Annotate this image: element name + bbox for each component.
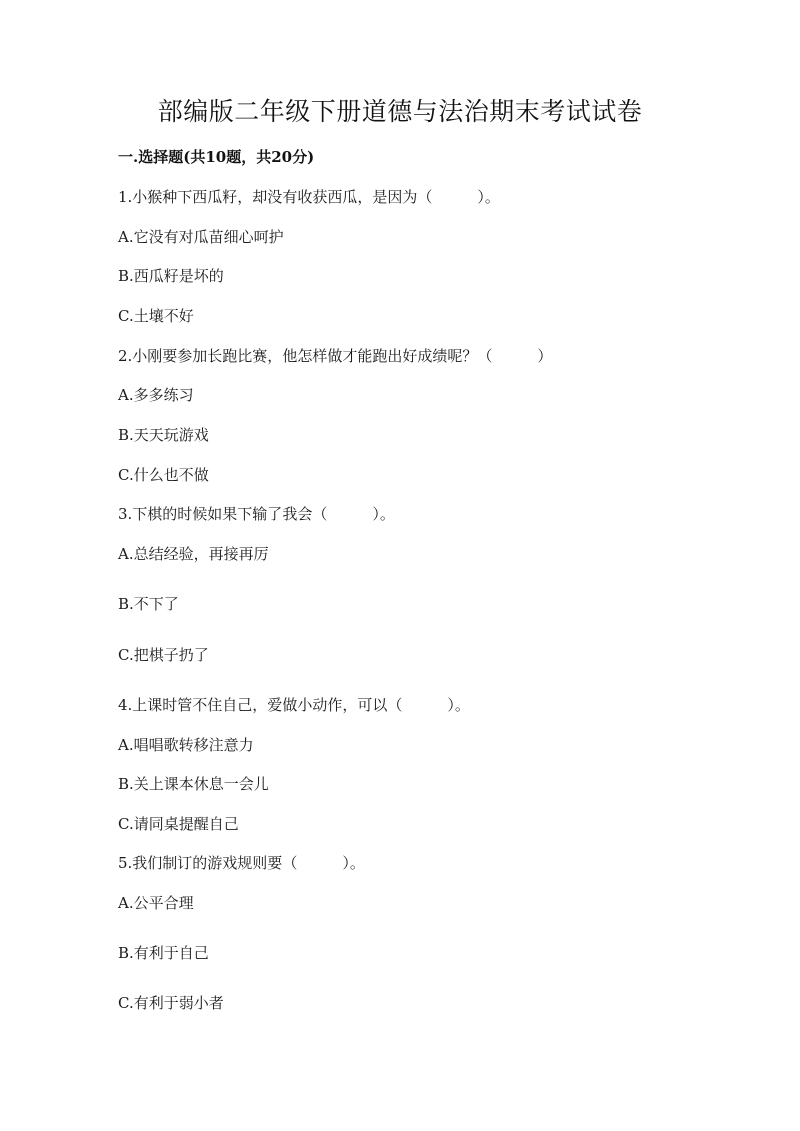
question-3-option-c: C.把棋子扔了 [118, 646, 209, 664]
question-4-option-a: A.唱唱歌转移注意力 [118, 736, 254, 754]
question-3-option-a: A.总结经验，再接再厉 [118, 545, 269, 563]
question-4-option-c: C.请同桌提醒自己 [118, 815, 239, 833]
question-1-option-c: C.土壤不好 [118, 307, 194, 325]
question-4-option-b: B.关上课本休息一会儿 [118, 775, 269, 793]
question-1-stem: 1.小猴种下西瓜籽，却没有收获西瓜，是因为（ ）。 [118, 188, 500, 206]
question-2-option-b: B.天天玩游戏 [118, 426, 209, 444]
question-3-option-b: B.不下了 [118, 595, 179, 613]
question-4-stem: 4.上课时管不住自己，爱做小动作，可以（ ）。 [118, 696, 470, 714]
question-1-option-a: A.它没有对瓜苗细心呵护 [118, 228, 284, 246]
exam-title: 部编版二年级下册道德与法治期末考试试卷 [157, 97, 643, 126]
question-5-stem: 5.我们制订的游戏规则要（ ）。 [118, 854, 365, 872]
section-heading: 一.选择题(共10题，共20分) [118, 148, 315, 166]
question-5-option-c: C.有利于弱小者 [118, 994, 224, 1012]
question-1-option-b: B.西瓜籽是坏的 [118, 267, 224, 285]
question-3-stem: 3.下棋的时候如果下输了我会（ ）。 [118, 505, 395, 523]
question-5-option-b: B.有利于自己 [118, 944, 209, 962]
question-2-option-c: C.什么也不做 [118, 466, 209, 484]
question-2-option-a: A.多多练习 [118, 386, 194, 404]
question-2-stem: 2.小刚要参加长跑比赛，他怎样做才能跑出好成绩呢？（ ） [118, 347, 553, 365]
question-5-option-a: A.公平合理 [118, 894, 194, 912]
